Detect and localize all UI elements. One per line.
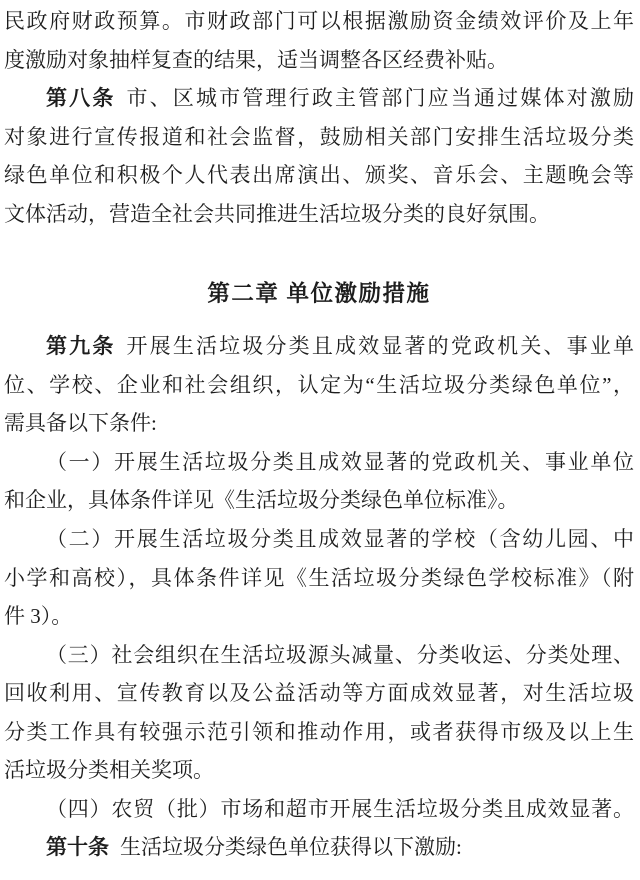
line-text: 市、区城市管理行政主管部门应当通过媒体对激励 (126, 86, 634, 111)
line-text: 生活垃圾分类绿色单位获得以下激励: (120, 835, 462, 860)
text-line: 活垃圾分类相关奖项。 (4, 758, 214, 783)
text-line (4, 327, 634, 366)
text-line: 和企业，具体条件详见《生活垃圾分类绿色单位标准》。 (4, 488, 519, 513)
text-line: 回收利用、宣传教育以及公益活动等方面成效显著，对生活垃圾 (4, 681, 634, 706)
text-line: （二）开展生活垃圾分类且成效显著的学校（含幼儿园、中 (46, 527, 634, 552)
text-line: 对象进行宣传报道和社会监督，鼓励相关部门安排生活垃圾分类 (4, 124, 634, 149)
text-line: （一）开展生活垃圾分类且成效显著的党政机关、事业单位 (46, 449, 634, 474)
text-line (4, 79, 634, 118)
text-line: 需具备以下条件: (4, 411, 157, 436)
text-line: 分类工作具有较强示范引领和推动作用，或者获得市级及以上生 (4, 719, 634, 744)
text-line: 民政府财政预算。市财政部门可以根据激励资金绩效评价及上年 (4, 9, 634, 33)
text-line: 绿色单位和积极个人代表出席演出、颁奖、音乐会、主题晚会等 (4, 163, 634, 188)
text-line: 文体活动，营造全社会共同推进生活垃圾分类的良好氛围。 (4, 201, 550, 226)
line-text: 开展生活垃圾分类且成效显著的党政机关、事业单 (126, 334, 634, 359)
chapter-heading: 第二章 单位激励措施 (207, 281, 431, 307)
text-line (4, 828, 634, 867)
text-line: 度激励对象抽样复查的结果，适当调整各区经费补贴。 (4, 47, 508, 72)
text-line: （四）农贸（批）市场和超市开展生活垃圾分类且成效显著。 (46, 796, 634, 821)
article-number-9: 第九条 (46, 334, 116, 359)
text-line: 位、学校、企业和社会组织，认定为“生活垃圾分类绿色单位”， (4, 372, 634, 397)
article-number-10: 第十条 (46, 835, 109, 860)
text-line: （三）社会组织在生活垃圾源头减量、分类收运、分类处理、 (46, 642, 634, 667)
text-line: 小学和高校），具体条件详见《生活垃圾分类绿色学校标准》（附 (4, 565, 634, 590)
article-number-8: 第八条 (46, 86, 116, 111)
text-line: 件 3）。 (4, 604, 73, 629)
